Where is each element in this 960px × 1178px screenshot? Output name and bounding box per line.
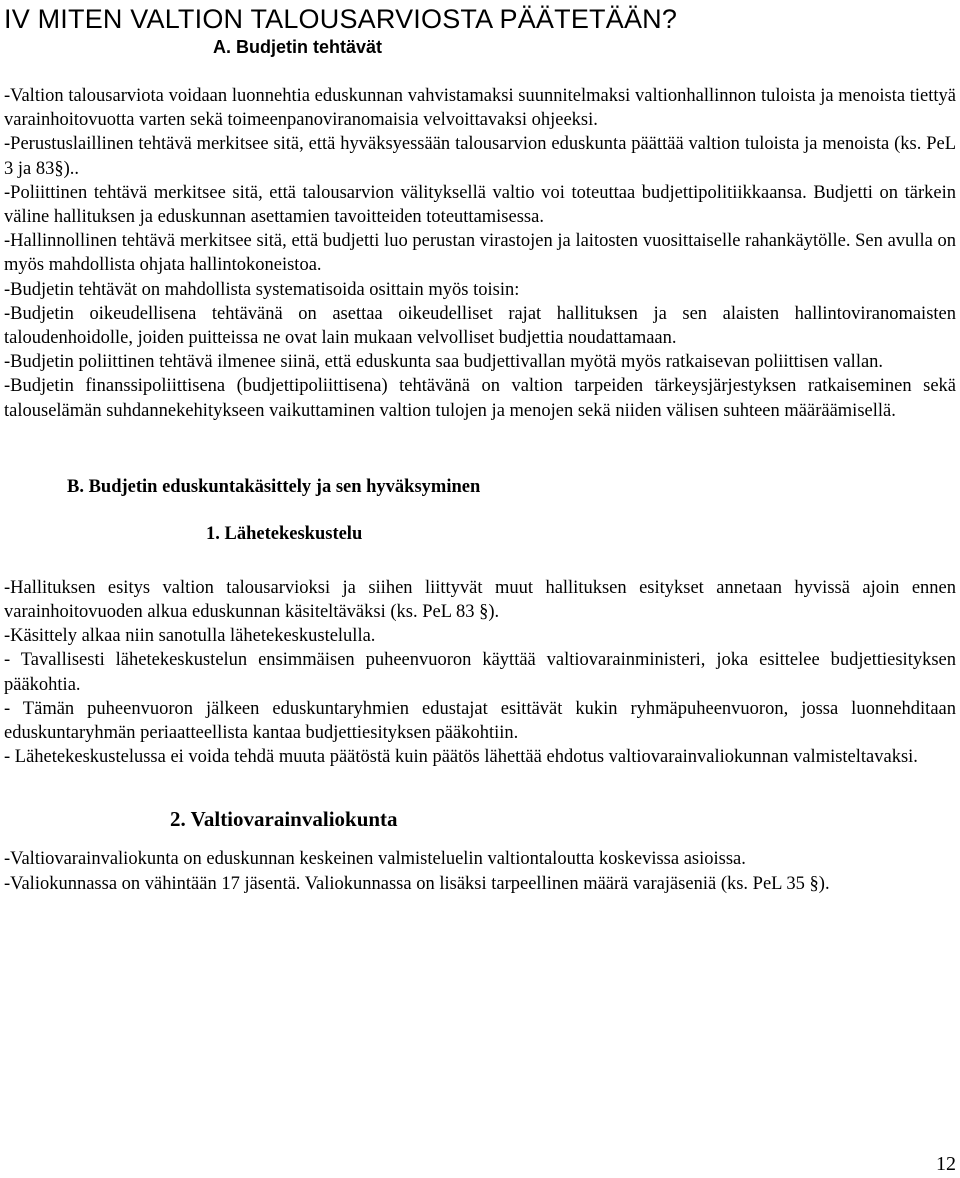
section-b-heading: B. Budjetin eduskuntakäsittely ja sen hyväksyminen <box>67 476 481 497</box>
paragraph: - Tavallisesti lähetekeskustelun ensimmäisen puheenvuoron käyttää valtiovarainministeri, joka esittelee budjettiesityksen pääkohtia. <box>4 650 956 695</box>
subsection-1-heading: 1. Lähetekeskustelu <box>206 523 363 544</box>
paragraph: -Budjetin tehtävät on mahdollista systematisoida osittain myös toisin: <box>4 279 520 300</box>
paragraph: -Poliittinen tehtävä merkitsee sitä, että talousarvion välityksellä valtio voi toteuttaa budjettipolitiikkaansa. Budjetti on tärkein väline hallituksen ja eduskunnan asettamien tavoitteiden toteuttamisessa. <box>4 182 956 228</box>
paragraph: -Valtiovarainvaliokunta on eduskunnan keskeinen valmisteluelin valtiontaloutta koskevissa asioissa. <box>4 849 746 870</box>
subsection-2-heading: 2. Valtiovarainvaliokunta <box>170 807 398 832</box>
page-number: 12 <box>936 1153 956 1175</box>
paragraph: -Hallinnollinen tehtävä merkitsee sitä, että budjetti luo perustan virastojen ja laitosten vuosittaiselle rahankäytölle. Sen avulla on myös mahdollista ohjata hallintokoneistoa. <box>4 231 956 276</box>
paragraph: -Hallituksen esitys valtion talousarvioksi ja siihen liittyvät muut hallituksen esitykset annetaan hyvissä ajoin ennen varainhoitovuoden alkua eduskunnan käsiteltäväksi (ks. PeL 83 §). <box>4 577 956 623</box>
document-page <box>4 2 956 896</box>
section-a-heading: A. Budjetin tehtävät <box>213 37 383 57</box>
paragraph: - Lähetekeskustelussa ei voida tehdä muuta päätöstä kuin päätös lähettää ehdotus valtiovarainvaliokunnan valmisteltavaksi. <box>4 747 918 768</box>
section-a-body <box>4 84 956 423</box>
paragraph: -Käsittely alkaa niin sanotulla lähetekeskustelulla. <box>4 626 376 647</box>
paragraph: -Budjetin poliittinen tehtävä ilmenee siinä, että eduskunta saa budjettivallan myötä myös ratkaisevan poliittisen vallan. <box>4 352 884 373</box>
subsection-1-body <box>4 576 956 770</box>
subsection-2-body <box>4 847 956 895</box>
paragraph: -Budjetin finanssipoliittisena (budjettipoliittisena) tehtävänä on valtion tarpeiden tärkeysjärjestyksen ratkaiseminen sekä talouselämän suhdannekehitykseen vaikuttaminen valtion tulojen ja menojen sekä niiden välisen suhteen määräämisellä. <box>4 376 956 421</box>
paragraph: -Perustuslaillinen tehtävä merkitsee sitä, että hyväksyessään talousarvion eduskunta päättää valtion tuloista ja menoista (ks. PeL 3 ja 83§).. <box>4 134 956 179</box>
paragraph: - Tämän puheenvuoron jälkeen eduskuntaryhmien edustajat esittävät kukin ryhmäpuheenvuoron, jossa luonnehditaan eduskuntaryhmän periaatteellista kantaa budjettiesityksen pääkohtiin. <box>4 698 956 744</box>
paragraph: -Valtion talousarviota voidaan luonnehtia eduskunnan vahvistamaksi suunnitelmaksi valtionhallinnon tuloista ja menoista tiettyä varainhoitovuotta varten sekä toimeenpanoviranomaisia velvoittavaksi ohjeeksi. <box>4 86 956 131</box>
paragraph: -Valiokunnassa on vähintään 17 jäsentä. Valiokunnassa on lisäksi tarpeellinen määrä varajäseniä (ks. PeL 35 §). <box>4 873 830 894</box>
paragraph: -Budjetin oikeudellisena tehtävänä on asettaa oikeudelliset rajat hallituksen ja sen alaisten hallintoviranomaisten taloudenhoidolle, joiden puitteissa ne ovat lain mukaan velvolliset budjettia noudattamaan. <box>4 303 956 349</box>
page-title: IV MITEN VALTION TALOUSARVIOSTA PÄÄTETÄÄN? <box>4 4 678 34</box>
